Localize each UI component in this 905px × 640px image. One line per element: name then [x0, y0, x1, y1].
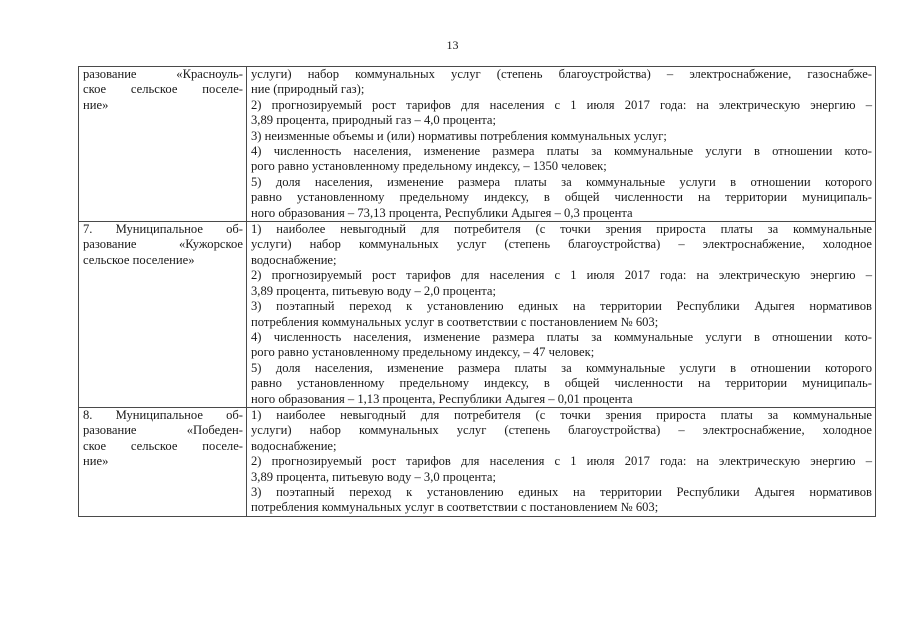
tariff-table	[78, 66, 876, 517]
conditions-text-line: 3,89 процента, питьевую воду – 2,0 процента;	[251, 283, 496, 298]
conditions-text-line: 3,89 процента, природный газ – 4,0 процента;	[251, 113, 497, 128]
municipality-label-line: сельское поселение»	[83, 252, 195, 267]
municipality-label-line: 7. Муниципальное об-	[83, 222, 243, 237]
municipality-label-line: ское сельское поселе-	[83, 438, 243, 453]
municipality-cell	[79, 407, 247, 516]
conditions-text-line: водоснабжение;	[251, 438, 337, 453]
conditions-text-line: 4) численность населения, изменение размера платы за коммунальные услуги в отношении кото-	[251, 144, 872, 159]
conditions-text-line: 2) прогнозируемый рост тарифов для населения с 1 июля 2017 года: на электрическую энергию –	[251, 268, 872, 283]
conditions-text-line: потребления коммунальных услуг в соответствии с постановлением № 603;	[251, 314, 659, 329]
conditions-cell	[247, 407, 876, 516]
conditions-text-line: 2) прогнозируемый рост тарифов для населения с 1 июля 2017 года: на электрическую энергию –	[251, 454, 872, 469]
conditions-text-line: ние (природный газ);	[251, 82, 365, 97]
conditions-text-line: 1) наиболее невыгодный для потребителя (с точки зрения прироста платы за коммунальные	[251, 407, 872, 422]
conditions-text-line: 3,89 процента, питьевую воду – 3,0 процента;	[251, 469, 496, 484]
conditions-text-line: 4) численность населения, изменение размера платы за коммунальные услуги в отношении кото-	[251, 329, 872, 344]
conditions-text-line: 5) доля населения, изменение размера платы за коммунальные услуги в отношении которого	[251, 174, 872, 189]
municipality-cell	[79, 67, 247, 222]
conditions-text-line: 3) неизменные объемы и (или) нормативы потребления коммунальных услуг;	[251, 128, 667, 143]
municipality-label-line: ние»	[83, 97, 109, 112]
conditions-text-line: равно установленному предельному индексу, в общей численности на территории муниципаль-	[251, 376, 872, 391]
conditions-text-line: 5) доля населения, изменение размера платы за коммунальные услуги в отношении которого	[251, 360, 872, 375]
conditions-cell	[247, 67, 876, 222]
conditions-text-line: 2) прогнозируемый рост тарифов для населения с 1 июля 2017 года: на электрическую энергию –	[251, 97, 872, 112]
conditions-text-line: потребления коммунальных услуг в соответствии с постановлением № 603;	[251, 500, 659, 515]
conditions-text-line: ного образования – 73,13 процента, Республики Адыгея – 0,3 процента	[251, 205, 633, 220]
conditions-text-line: 3) поэтапный переход к установлению единых на территории Республики Адыгея нормативов	[251, 299, 872, 314]
conditions-text-line: услуги) набор коммунальных услуг (степень благоустройства) – электроснабжение, холодное	[251, 237, 872, 252]
municipality-label-line: ние»	[83, 454, 109, 469]
conditions-text-line: 3) поэтапный переход к установлению единых на территории Республики Адыгея нормативов	[251, 484, 872, 499]
conditions-text-line: равно установленному предельному индексу, в общей численности на территории муниципаль-	[251, 190, 872, 205]
conditions-text-line: рого равно установленному предельному индексу, – 47 человек;	[251, 345, 595, 360]
conditions-cell	[247, 222, 876, 408]
table-row	[79, 67, 876, 222]
conditions-text-line: рого равно установленному предельному индексу, – 1350 человек;	[251, 159, 607, 174]
municipality-label-line: ское сельское поселе-	[83, 82, 243, 97]
table-row	[79, 222, 876, 408]
table-body	[79, 67, 876, 517]
municipality-label-line: разование «Красноуль-	[83, 67, 243, 81]
municipality-label-line: разование «Кужорское	[83, 237, 243, 252]
table-row	[79, 407, 876, 516]
municipality-cell	[79, 222, 247, 408]
conditions-text-line: водоснабжение;	[251, 252, 337, 267]
page-number: 13	[446, 38, 459, 52]
conditions-text-line: ного образования – 1,13 процента, Республики Адыгея – 0,01 процента	[251, 391, 633, 406]
conditions-text-line: услуги) набор коммунальных услуг (степень благоустройства) – электроснабжение, газоснабже-	[251, 67, 872, 81]
municipality-label-line: 8. Муниципальное об-	[83, 407, 243, 422]
conditions-text-line: услуги) набор коммунальных услуг (степень благоустройства) – электроснабжение, холодное	[251, 423, 872, 438]
municipality-label-line: разование «Победен-	[83, 423, 243, 438]
conditions-text-line: 1) наиболее невыгодный для потребителя (с точки зрения прироста платы за коммунальные	[251, 222, 872, 237]
